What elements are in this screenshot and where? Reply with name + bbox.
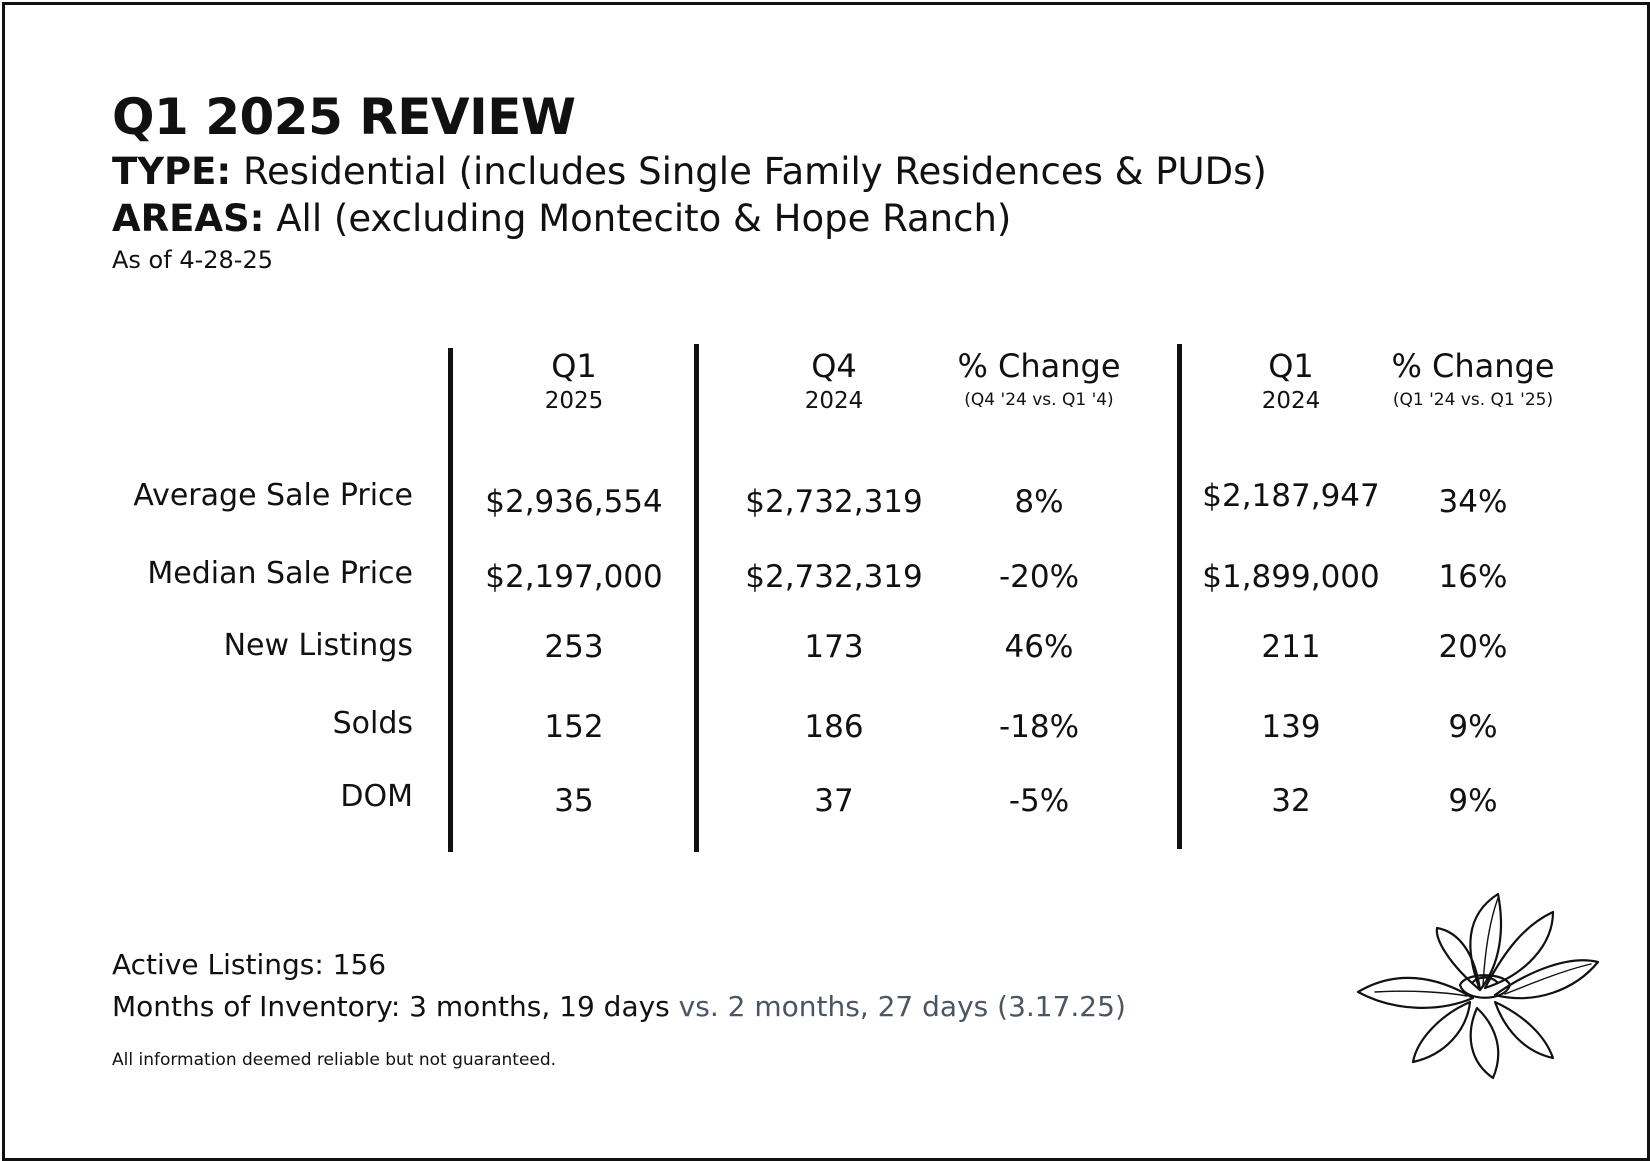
- column-header-change-q1: [1363, 346, 1583, 414]
- petal-vein: [1375, 991, 1467, 996]
- petal-bottom: [1471, 1008, 1499, 1078]
- type-label: TYPE:: [112, 150, 232, 193]
- column-header-title: % Change: [957, 347, 1121, 385]
- column-header-sub: (Q1 '24 vs. Q1 '25): [1392, 390, 1554, 410]
- magnolia-flower-icon: [1355, 890, 1605, 1080]
- column-header-q1-2025: [464, 346, 684, 416]
- table-cell: 152: [544, 709, 604, 745]
- table-cell: -20%: [998, 559, 1080, 595]
- table-cell: -18%: [998, 709, 1080, 745]
- table-cell: 173: [804, 629, 864, 665]
- table-cell: $2,187,947: [1202, 478, 1380, 514]
- table-cell: 20%: [1438, 629, 1508, 665]
- petal-lower-right: [1495, 1002, 1553, 1058]
- table-cell: 34%: [1438, 484, 1508, 520]
- column-header-title: Q4: [811, 347, 857, 385]
- table-cell: 9%: [1448, 783, 1498, 819]
- column-header-sub: (Q4 '24 vs. Q1 '4): [964, 390, 1114, 410]
- table-cell: $2,732,319: [745, 559, 923, 595]
- divider-3: [1177, 344, 1182, 849]
- table-cell: 35: [554, 783, 594, 819]
- divider-2: [694, 344, 699, 852]
- type-line: [112, 150, 1267, 193]
- table-cell: 253: [544, 629, 604, 665]
- active-listings: Active Listings: 156: [112, 948, 387, 981]
- column-header-title: % Change: [1391, 347, 1555, 385]
- months-of-inventory-compare: vs. 2 months, 27 days (3.17.25): [669, 990, 1126, 1023]
- table-cell: -5%: [1008, 783, 1070, 819]
- row-label-average-sale-price: Average Sale Price: [133, 478, 413, 513]
- column-header-sub: 2024: [1261, 388, 1321, 414]
- table-cell: 186: [804, 709, 864, 745]
- areas-line: [112, 197, 1011, 240]
- table-cell: 46%: [1004, 629, 1074, 665]
- as-of-date: As of 4-28-25: [112, 246, 273, 274]
- table-cell: $2,936,554: [485, 484, 663, 520]
- petal-left: [1358, 978, 1473, 1008]
- table-cell: 16%: [1438, 559, 1508, 595]
- column-header-sub: 2024: [804, 388, 864, 414]
- table-cell: $1,899,000: [1202, 559, 1380, 595]
- row-label-dom: DOM: [340, 779, 413, 814]
- table-cell: 9%: [1448, 709, 1498, 745]
- divider-1: [448, 348, 453, 852]
- areas-label: AREAS:: [112, 197, 265, 240]
- column-header-sub: 2025: [544, 388, 604, 414]
- table-cell: $2,197,000: [485, 559, 663, 595]
- months-of-inventory: [112, 990, 1126, 1023]
- page-title: Q1 2025 REVIEW: [112, 88, 576, 146]
- table-cell: 211: [1261, 629, 1321, 665]
- table-cell: 8%: [1014, 484, 1064, 520]
- type-value: Residential (includes Single Family Residences & PUDs): [231, 150, 1267, 193]
- areas-value: All (excluding Montecito & Hope Ranch): [264, 197, 1012, 240]
- table-cell: 139: [1261, 709, 1321, 745]
- row-label-median-sale-price: Median Sale Price: [147, 556, 413, 591]
- column-header-title: Q1: [1268, 347, 1314, 385]
- table-cell: $2,732,319: [745, 484, 923, 520]
- row-label-solds: Solds: [332, 706, 413, 741]
- disclaimer: All information deemed reliable but not guaranteed.: [112, 1050, 557, 1070]
- table-cell: 32: [1271, 783, 1311, 819]
- table-cell: 37: [814, 783, 854, 819]
- petal-lower-left: [1413, 1002, 1470, 1062]
- column-header-title: Q1: [551, 347, 597, 385]
- row-label-new-listings: New Listings: [223, 628, 413, 663]
- column-header-change-q4: [929, 346, 1149, 414]
- column-header-q4-2024: [724, 346, 944, 416]
- months-of-inventory-current: Months of Inventory: 3 months, 19 days: [112, 990, 670, 1023]
